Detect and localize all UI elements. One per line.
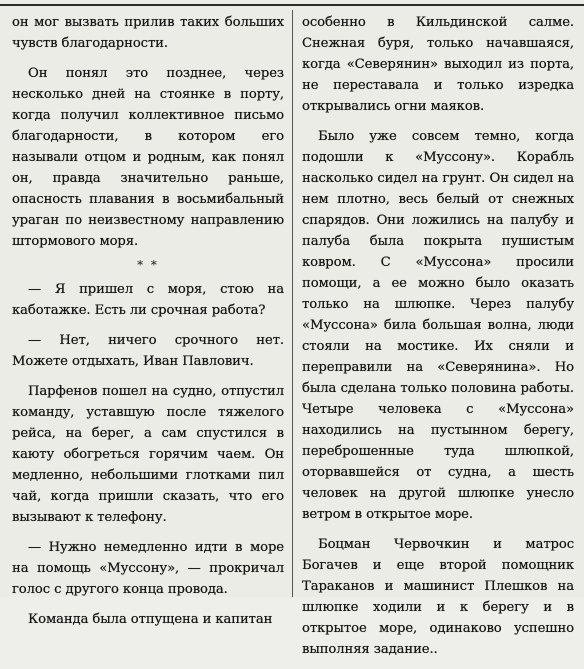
paragraph: Парфенов пошел на судно, отпустил команду, уставшую после тяжелого рейса, на берег, а сам спустился в каюту обогреться горячим чаем. Он медленно, небольшими глотками пил чай, когда пришли сказать, что его вызывают к телефону. [12, 384, 284, 525]
left-column [12, 12, 284, 639]
paragraph: Команда была отпущена и капитан [28, 612, 273, 627]
paragraph: Он понял это позднее, через несколько дней на стоянке в порту, когда получил коллективное письмо благодарности, в котором его называли отцом и родным, как понял он, правда значительно раньше, опасность плавания в восьмибальный ураган по неизвестному направлению штормового моря. [12, 66, 284, 249]
paragraph: особенно в Кильдинской салме. Снежная буря, только начавшаяся, когда «Северянин» выходил из порта, не переставала и только изредка открывались огни маяков. [302, 15, 574, 114]
paragraph: он мог вызвать прилив таких больших чувств благодарности. [12, 15, 284, 51]
paragraph: — Нужно немедленно идти в море на помощь «Муссону», — прокричал голос с другого конца провода. [12, 540, 284, 597]
paragraph: Боцман Червочкин и матрос Богачев и еще второй помощник Тараканов и машинист Плешков на шлюпке ходили и к берегу и в открытое море, одинаково успешно выполняя задание.. [302, 537, 574, 657]
paragraph: Было уже совсем темно, когда подошли к «Муссону». Корабль насколько сидел на грунт. Он сидел на нем плотно, весь белый от снежных спарядов. Они ложились на палубу и палуба была покрыта пушистым ковром. С «Муссона» просили помощи, а ее можно было оказать только на шлюпке. Через палубу «Муссона» била большая волна, люди стояли на мостике. Их сняли и переправили на «Северянина». Но была сделана только половина работы. Четыре человека с «Муссона» находились на пустынном берегу, переброшенные туда шлюпкой, оторвавшейся от судна, а шесть человек на другой шлюпке унесло ветром в открытое море. [302, 129, 574, 522]
column-divider [292, 10, 293, 597]
paragraph: — Я пришел с моря, стою на каботажке. Есть ли срочная работа? [12, 282, 284, 318]
paragraph: — Нет, ничего срочного нет. Можете отдыхать, Иван Павлович. [12, 333, 284, 369]
section-asterisks: * * [137, 258, 159, 272]
top-rule [0, 4, 584, 6]
right-column [302, 12, 574, 669]
